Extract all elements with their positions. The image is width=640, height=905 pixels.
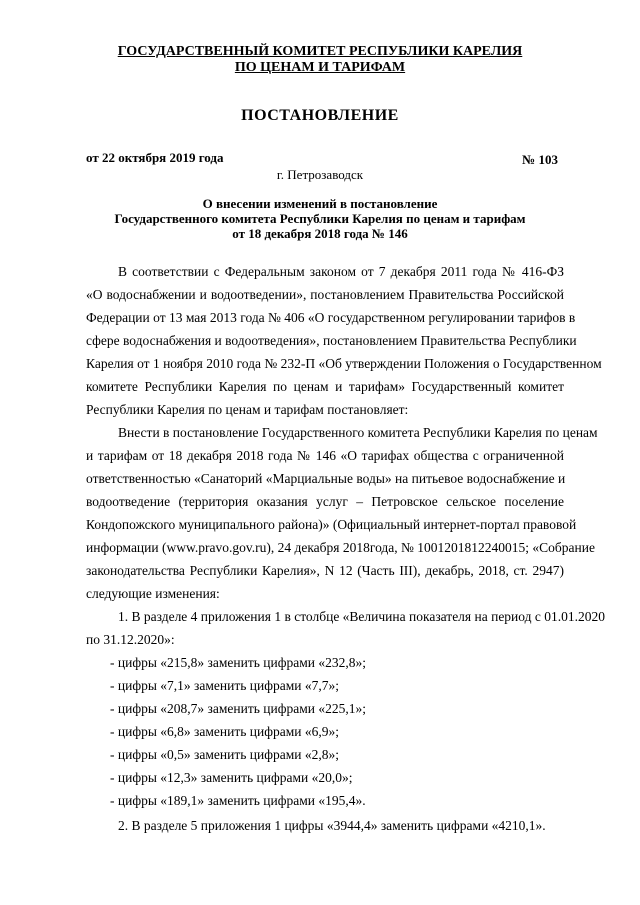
replacement-item: - цифры «0,5» заменить цифрами «2,8»; (110, 747, 339, 762)
subject-line: О внесении изменений в постановление (202, 196, 438, 211)
preamble-line: Федерации от 13 мая 2013 года № 406 «О государственном регулировании тарифов в (86, 310, 576, 325)
preamble-line: сфере водоснабжения и водоотведения», постановлением Правительства Республики (86, 333, 577, 348)
replacement-item: - цифры «215,8» заменить цифрами «232,8»; (110, 655, 366, 670)
main-paragraph-line: Внести в постановление Государственного комитета Республики Карелия по ценам (118, 425, 598, 440)
main-paragraph-line: водоотведение (территория оказания услуг – Петровское сельское поселение (86, 494, 564, 509)
document-date: от 22 октября 2019 года (86, 150, 224, 165)
organization-name (0, 44, 640, 76)
main-paragraph-line: следующие изменения: (86, 586, 220, 601)
replacement-item: - цифры «7,1» заменить цифрами «7,7»; (110, 678, 339, 693)
preamble-line: Республики Карелия по ценам и тарифам постановляет: (86, 402, 409, 417)
preamble-line: Карелия от 1 ноября 2010 года № 232-П «Об утверждении Положения о Государственном (86, 356, 602, 371)
point2-line: 2. В разделе 5 приложения 1 цифры «3944,4» заменить цифрами «4210,1». (118, 818, 546, 833)
main-paragraph-line: ответственностью «Санаторий «Марциальные воды» на питьевое водоснабжение и (86, 471, 566, 486)
document-subject (0, 196, 640, 241)
point1-line: по 31.12.2020»: (86, 632, 175, 647)
preamble-line: комитете Республики Карелия по ценам и тарифам» Государственный комитет (86, 379, 564, 394)
subject-line: от 18 декабря 2018 года № 146 (232, 226, 408, 241)
document-number: № 103 (522, 152, 558, 167)
replacement-item: - цифры «208,7» заменить цифрами «225,1»; (110, 701, 366, 716)
point1-line: 1. В разделе 4 приложения 1 в столбце «Величина показателя на период с 01.01.2020 (118, 609, 606, 624)
replacement-item: - цифры «6,8» заменить цифрами «6,9»; (110, 724, 339, 739)
subject-line: Государственного комитета Республики Карелия по ценам и тарифам (114, 211, 526, 226)
replacement-item: - цифры «12,3» заменить цифрами «20,0»; (110, 770, 353, 785)
organization-name-line2: ПО ЦЕНАМ И ТАРИФАМ (234, 60, 406, 75)
main-paragraph-line: Кондопожского муниципального района)» (Официальный интернет-портал правовой (86, 517, 577, 532)
replacement-item: - цифры «189,1» заменить цифрами «195,4». (110, 793, 366, 808)
document-type: ПОСТАНОВЛЕНИЕ (241, 107, 399, 124)
main-paragraph-line: информации (www.pravo.gov.ru), 24 декабря 2018года, № 1001201812240015; «Собрание (86, 540, 595, 555)
document-city: г. Петрозаводск (276, 167, 364, 182)
main-paragraph-line: и тарифам от 18 декабря 2018 года № 146 «О тарифах общества с ограниченной (86, 448, 564, 463)
preamble-line: В соответствии с Федеральным законом от 7 декабря 2011 года № 416-ФЗ (118, 264, 564, 279)
main-paragraph-line: законодательства Республики Карелия», N 12 (Часть III), декабрь, 2018, ст. 2947) (86, 563, 564, 578)
organization-name-line1: ГОСУДАРСТВЕННЫЙ КОМИТЕТ РЕСПУБЛИКИ КАРЕЛИЯ (117, 44, 523, 59)
preamble-line: «О водоснабжении и водоотведении», постановлением Правительства Российской (86, 287, 564, 302)
